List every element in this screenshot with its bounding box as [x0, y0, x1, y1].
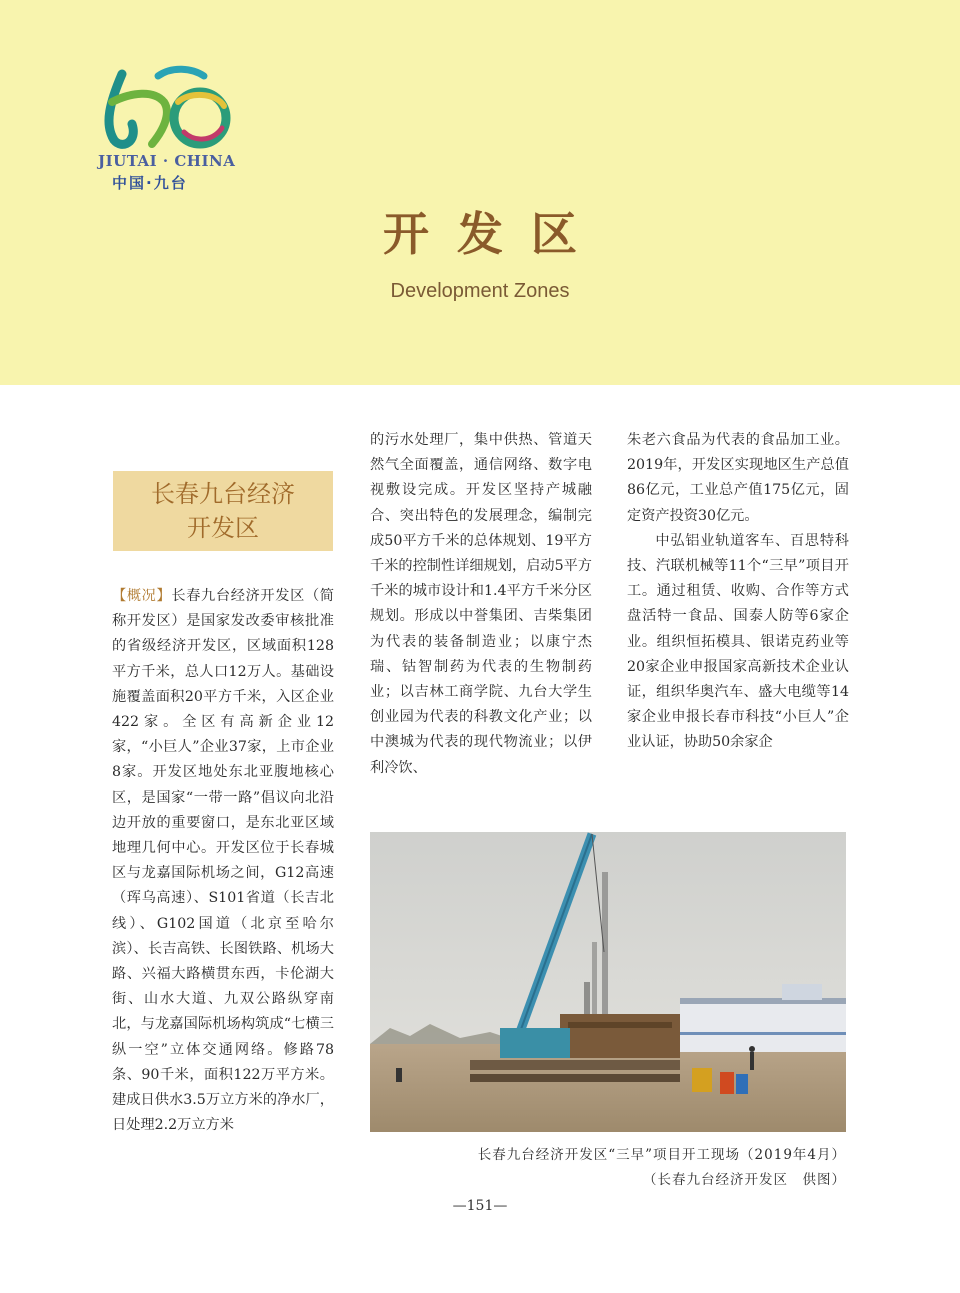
page-title: 开发区	[383, 207, 605, 261]
section-title	[133, 477, 313, 545]
jiutai-logo-mark-icon	[92, 62, 240, 154]
page-subtitle: Development Zones	[390, 280, 570, 302]
header-band	[0, 0, 960, 385]
construction-photo-illustration	[370, 832, 846, 1132]
logo-chinese-text: 中国·九台	[112, 174, 188, 192]
overview-text: 长春九台经济开发区（简称开发区）是国家发改委审核批准的省级经济开发区，区域面积128平方千米，总人口12万人。基础设施覆盖面积20平方千米，入区企业422家。全区有高新企业12家，“小巨人”企业37家，上市企业8家。开发区地处东北亚腹地核心区，是国家“一带一路”倡议向北沿边开放的重要窗口，是东北亚区域地理几何中心。开发区位于长春城区与龙嘉国际机场之间，G12高速（珲乌高速）、S101省道（长吉北线）、G102国道（北京至哈尔滨）、长吉高铁、长图铁路、机场大路、兴福大路横贯东西，卡伦湖大街、山水大道、九双公路纵穿南北，与龙嘉国际机场构筑成“七横三纵一空”立体交通网络。修路78条、90千米，面积122万平方米。建成日供水3.5万立方米的净水厂，日处理2.2万立方米	[112, 588, 334, 1134]
logo-english-text: JIUTAI · CHINA	[98, 152, 236, 170]
overview-paragraph	[112, 584, 334, 1138]
photo-caption	[370, 1143, 846, 1193]
photo-caption-line-1: 长春九台经济开发区“三早”项目开工现场（2019年4月）	[477, 1147, 846, 1163]
section-heading-box	[113, 471, 333, 551]
column-3-paragraph-1: 朱老六食品为代表的食品加工业。2019年，开发区实现地区生产总值86亿元，工业总产值175亿元，固定资产投资30亿元。	[627, 432, 849, 524]
section-title-line-1: 长春九台经济	[151, 480, 295, 508]
section-title-line-2: 开发区	[187, 514, 259, 542]
jiutai-logo	[92, 62, 240, 192]
construction-site-photo	[370, 832, 846, 1132]
overview-tag: 【概况】	[112, 588, 172, 604]
text-column-1	[112, 584, 334, 1138]
photo-caption-credit: （长春九台经济开发区 供图）	[643, 1172, 846, 1188]
text-column-3	[627, 428, 849, 756]
text-column-2	[370, 428, 592, 781]
column-3-paragraph-2: 中弘铝业轨道客车、百思特科技、汽联机械等11个“三早”项目开工。通过租赁、收购、合作等方式盘活特一食品、国泰人防等6家企业。组织恒拓模具、银诺克药业等20家企业申报国家高新技术企业认证，组织华奥汽车、盛大电缆等14家企业申报长春市科技“小巨人”企业认证，协助50余家企	[627, 532, 849, 751]
column-2-paragraph: 的污水处理厂，集中供热、管道天然气全面覆盖，通信网络、数字电视敷设完成。开发区坚持产城融合、突出特色的发展理念，编制完成50平方千米的总体规划、19平方千米的控制性详细规划，启动5平方千米的城市设计和1.4平方千米分区规划。形成以中誉集团、吉柴集团为代表的装备制造业；以康宁杰瑞、钴智制药为代表的生物制药业；以吉林工商学院、九台大学生创业园为代表的科教文化产业；以中澳城为代表的现代物流业；以伊利冷饮、	[370, 432, 592, 776]
page-number: —151—	[452, 1198, 508, 1214]
